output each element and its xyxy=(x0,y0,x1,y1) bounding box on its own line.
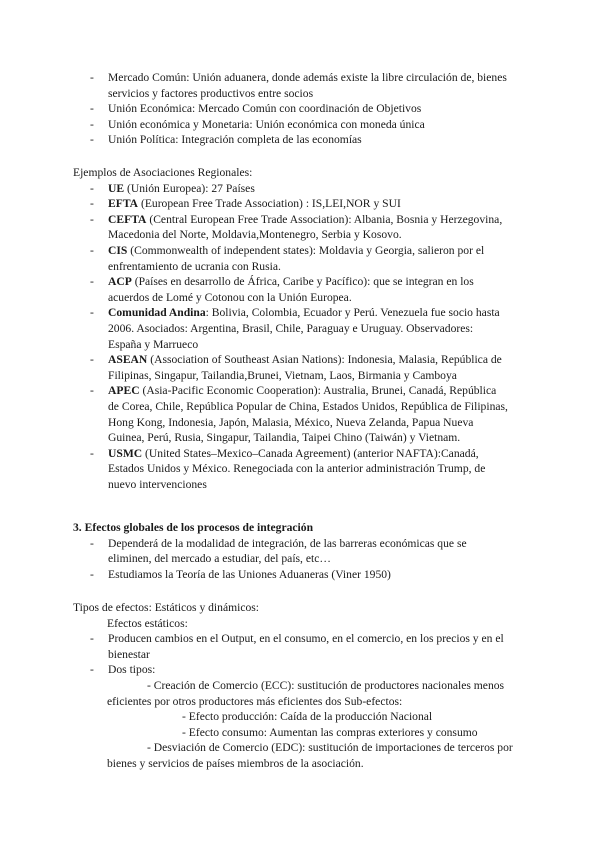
list-item-text: servicios y factores productivos entre socios xyxy=(108,86,314,100)
association-abbr: APEC xyxy=(108,384,140,398)
association-desc: Estados Unidos y México. Renegociada con la anterior administración Trump, de xyxy=(108,462,486,476)
dash-bullet: - xyxy=(90,197,94,211)
association-abbr: UE xyxy=(108,181,125,195)
effects-section xyxy=(0,600,600,772)
list-item-text: Unión Económica: Mercado Común con coordinación de Objetivos xyxy=(108,102,422,116)
association-item xyxy=(0,352,508,383)
association-abbr: CIS xyxy=(108,243,128,257)
dash-bullet: - xyxy=(90,536,94,550)
static-effects-label: Efectos estáticos: xyxy=(107,616,188,630)
trade-creation-text-cont: eficientes por otros productores más eficientes dos Sub-efectos: xyxy=(107,694,403,708)
association-desc: acuerdos de Lomé y Cotonou con la Unión Europea. xyxy=(108,290,352,304)
association-item xyxy=(0,383,508,445)
list-item-text: Mercado Común: Unión aduanera, donde además existe la libre circulación de, bienes xyxy=(108,71,507,84)
dash-bullet: - xyxy=(90,632,94,646)
association-desc: enfrentamiento de ucrania con Rusia. xyxy=(108,259,281,273)
dash-bullet: - xyxy=(90,71,94,84)
dash-bullet: - xyxy=(90,181,94,195)
effects-heading: Tipos de efectos: Estáticos y dinámicos: xyxy=(73,601,260,614)
trade-creation-text: - Creación de Comercio (ECC): sustitución de productores nacionales menos xyxy=(147,678,505,692)
association-desc: 2006. Asociados: Argentina, Brasil, Chile, Paraguay e Uruguay. Observadores: xyxy=(108,321,474,335)
association-desc: : Bolivia, Colombia, Ecuador y Perú. Venezuela fue socio hasta xyxy=(205,306,500,320)
dash-bullet: - xyxy=(90,102,94,116)
section-3 xyxy=(0,520,600,582)
association-desc: Guinea, Perú, Rusia, Singapur, Tailandia, Taipei Chino (Taiwán) y Vietnam. xyxy=(108,431,461,445)
list-item xyxy=(0,631,508,662)
list-item-text: Dos tipos: xyxy=(108,663,156,677)
dash-bullet: - xyxy=(90,446,94,460)
association-abbr: Comunidad Andina xyxy=(108,306,206,320)
list-item-text: eliminen, del mercado a estudiar, del país, etc… xyxy=(108,552,331,566)
dash-bullet: - xyxy=(90,663,94,677)
dash-bullet: - xyxy=(90,243,94,257)
list-item xyxy=(0,567,508,583)
association-item xyxy=(0,274,508,305)
association-desc: (Central European Free Trade Association): Albania, Bosnia y Herzegovina, xyxy=(146,212,503,226)
association-abbr: ASEAN xyxy=(108,353,148,367)
list-item-text: Dependerá de la modalidad de integración, de las barreras económicas que se xyxy=(108,536,467,550)
dash-bullet: - xyxy=(90,275,94,289)
consumption-effect-text: - Efecto consumo: Aumentan las compras exteriores y consumo xyxy=(182,725,478,739)
dash-bullet: - xyxy=(90,353,94,367)
examples-heading: Ejemplos de Asociaciones Regionales: xyxy=(73,166,253,179)
association-item xyxy=(0,446,508,493)
list-item xyxy=(0,662,508,678)
association-abbr: ACP xyxy=(108,275,132,289)
integration-levels-list xyxy=(0,70,600,148)
production-effect-text: - Efecto producción: Caída de la producción Nacional xyxy=(182,710,433,724)
list-item xyxy=(0,132,508,148)
association-desc: (Asia-Pacific Economic Cooperation): Australia, Brunei, Canadá, República xyxy=(139,384,497,398)
list-item xyxy=(0,536,508,567)
association-item xyxy=(0,181,508,197)
dash-bullet: - xyxy=(90,117,94,131)
association-desc: (European Free Trade Association) : IS,LEI,NOR y SUI xyxy=(138,197,401,211)
association-desc: (Commonwealth of independent states): Moldavia y Georgia, salieron por el xyxy=(127,243,485,257)
association-abbr: EFTA xyxy=(108,197,139,211)
section-3-title: 3. Efectos globales de los procesos de integración xyxy=(73,521,314,534)
association-abbr: USMC xyxy=(108,446,143,460)
association-abbr: CEFTA xyxy=(108,212,147,226)
association-desc: (Association of Southeast Asian Nations): Indonesia, Malasia, República de xyxy=(147,353,502,367)
association-item xyxy=(0,243,508,274)
association-desc: (Países en desarrollo de África, Caribe y Pacífico): que se integran en los xyxy=(131,275,474,289)
association-desc: Macedonia del Norte, Moldavia,Montenegro, Serbia y Kosovo. xyxy=(108,228,402,242)
trade-diversion-text-cont: bienes y servicios de países miembros de la asociación. xyxy=(107,756,364,770)
association-desc: España y Marrueco xyxy=(108,337,199,351)
association-item xyxy=(0,305,508,352)
list-item-text: Unión Política: Integración completa de las economías xyxy=(108,133,362,147)
association-desc: (United States–Mexico–Canada Agreement) (anterior NAFTA):Canadá, xyxy=(142,446,479,460)
dash-bullet: - xyxy=(90,384,94,398)
association-item xyxy=(0,212,508,243)
association-desc: de Corea, Chile, República Popular de China, Estados Unidos, República de Filipinas, xyxy=(108,399,508,413)
dash-bullet: - xyxy=(90,306,94,320)
trade-diversion-text: - Desviación de Comercio (EDC): sustitución de importaciones de terceros por xyxy=(147,741,513,755)
list-item-text: Producen cambios en el Output, en el consumo, en el comercio, en los precios y en el xyxy=(108,632,504,646)
association-item xyxy=(0,196,508,212)
regional-associations-section xyxy=(0,165,600,492)
list-item xyxy=(0,101,508,117)
list-item xyxy=(0,117,508,133)
association-desc: Hong Kong, Indonesia, Japón, Malasia, México, Nueva Zelanda, Papua Nueva xyxy=(108,415,474,429)
dash-bullet: - xyxy=(90,212,94,226)
list-item-text: bienestar xyxy=(108,647,150,661)
list-item xyxy=(0,70,508,101)
list-item-text: Estudiamos la Teoría de las Uniones Aduaneras (Viner 1950) xyxy=(108,567,391,581)
association-desc: nuevo intervenciones xyxy=(108,477,207,491)
dash-bullet: - xyxy=(90,567,94,581)
list-item-text: Unión económica y Monetaria: Unión económica con moneda única xyxy=(108,117,425,131)
association-desc: Filipinas, Singapur, Tailandia,Brunei, Vietnam, Laos, Birmania y Camboya xyxy=(108,368,457,382)
dash-bullet: - xyxy=(90,133,94,147)
association-desc: (Unión Europea): 27 Países xyxy=(124,181,255,195)
